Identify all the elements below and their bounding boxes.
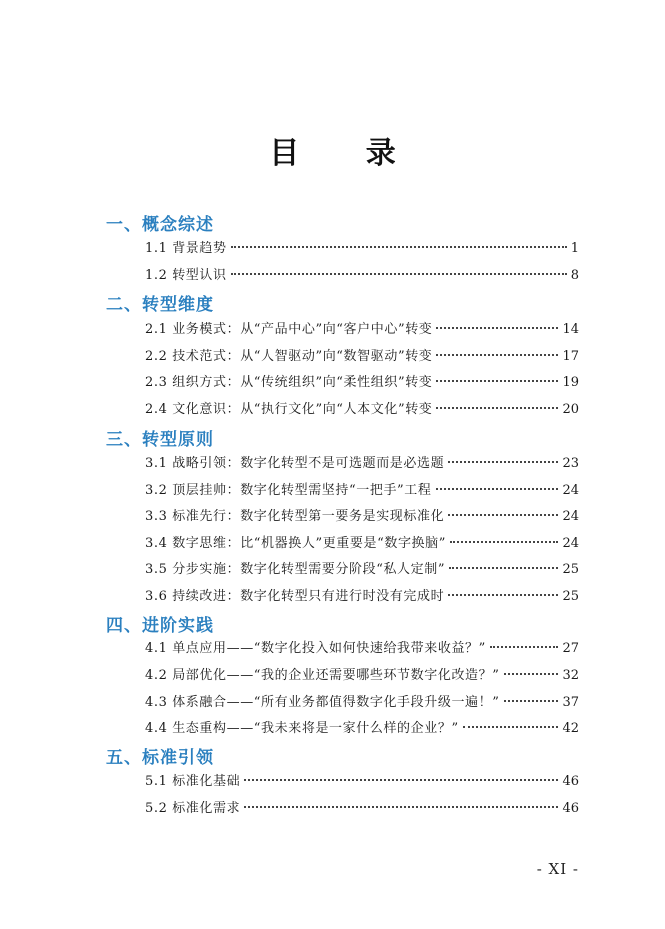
- toc-entry-page: 24: [562, 483, 579, 498]
- dot-leader: [231, 273, 567, 275]
- dot-leader: [436, 327, 558, 329]
- page-title: 目 录: [269, 136, 424, 171]
- toc-entry-label: 3.4 数字思维：比“机器换人”更重要是“数字换脑”: [145, 536, 446, 551]
- toc-entry-page: 42: [562, 721, 579, 736]
- toc-entry[interactable]: [145, 585, 579, 604]
- toc-entry-page: 37: [562, 695, 579, 710]
- toc-entry-label: 3.2 顶层挂帅：数字化转型需坚持“一把手”工程: [145, 483, 432, 498]
- toc-entry[interactable]: [145, 345, 579, 364]
- toc-entry-label: 5.2 标准化需求: [145, 801, 241, 816]
- toc-entry-label: 3.6 持续改进：数字化转型只有进行时没有完成时: [145, 589, 445, 604]
- dot-leader: [504, 700, 559, 702]
- section-heading-2: 二、转型维度: [106, 295, 214, 315]
- dot-leader: [436, 380, 558, 382]
- toc-entry-label: 1.2 转型认识: [145, 268, 227, 283]
- section-heading-3: 三、转型原则: [106, 430, 214, 450]
- toc-entry-page: 17: [562, 349, 579, 364]
- dot-leader: [448, 594, 558, 596]
- toc-entry[interactable]: [145, 452, 579, 471]
- toc-entry[interactable]: [145, 264, 579, 283]
- dot-leader: [463, 726, 559, 728]
- toc-entry-label: 3.5 分步实施：数字化转型需要分阶段“私人定制”: [145, 562, 446, 577]
- page-number: - XI -: [536, 860, 579, 878]
- toc-entry[interactable]: [145, 318, 579, 337]
- toc-entry-page: 24: [562, 509, 579, 524]
- toc-entry[interactable]: [145, 797, 579, 816]
- dot-leader: [490, 646, 559, 648]
- dot-leader: [450, 541, 558, 543]
- toc-entry-page: 46: [562, 801, 579, 816]
- toc-entry[interactable]: [145, 691, 579, 710]
- toc-entry-label: 2.2 技术范式：从“人智驱动”向“数智驱动”转变: [145, 349, 433, 364]
- toc-entry[interactable]: [145, 770, 579, 789]
- toc-entry-page: 32: [562, 668, 579, 683]
- toc-entry[interactable]: [145, 717, 579, 736]
- toc-entry-page: 46: [562, 774, 579, 789]
- toc-entry-label: 2.1 业务模式：从“产品中心”向“客户中心”转变: [145, 322, 433, 337]
- toc-entry[interactable]: [145, 237, 579, 256]
- toc-entry-page: 23: [562, 456, 579, 471]
- toc-entry-label: 4.4 生态重构——“我未来将是一家什么样的企业？”: [145, 721, 459, 736]
- section-heading-4: 四、进阶实践: [106, 616, 214, 636]
- dot-leader: [436, 354, 558, 356]
- toc-entry-label: 2.3 组织方式：从“传统组织”向“柔性组织”转变: [145, 375, 433, 390]
- toc-entry-page: 8: [570, 268, 579, 283]
- toc-entry[interactable]: [145, 664, 579, 683]
- section-heading-1: 一、概念综述: [106, 215, 214, 235]
- dot-leader: [449, 567, 558, 569]
- dot-leader: [244, 806, 558, 808]
- dot-leader: [448, 514, 558, 516]
- toc-entry-page: 24: [562, 536, 579, 551]
- dot-leader: [244, 779, 558, 781]
- toc-entry-label: 3.3 标准先行：数字化转型第一要务是实现标准化: [145, 509, 445, 524]
- toc-entry-page: 27: [562, 641, 579, 656]
- toc-entry-label: 4.3 体系融合——“所有业务都值得数字化手段升级一遍！”: [145, 695, 500, 710]
- dot-leader: [448, 461, 558, 463]
- toc-entry-label: 2.4 文化意识：从“执行文化”向“人本文化”转变: [145, 402, 433, 417]
- section-heading-5: 五、标准引领: [106, 748, 214, 768]
- toc-entry-label: 1.1 背景趋势: [145, 241, 227, 256]
- toc-entry-page: 25: [562, 589, 579, 604]
- toc-entry[interactable]: [145, 398, 579, 417]
- toc-entry-label: 4.1 单点应用——“数字化投入如何快速给我带来收益？”: [145, 641, 486, 656]
- toc-entry-label: 3.1 战略引领：数字化转型不是可选题而是必选题: [145, 456, 445, 471]
- toc-entry-page: 25: [562, 562, 579, 577]
- dot-leader: [436, 488, 559, 490]
- toc-entry-label: 5.1 标准化基础: [145, 774, 241, 789]
- toc-entry-page: 19: [562, 375, 579, 390]
- toc-entry-page: 14: [562, 322, 579, 337]
- toc-entry-label: 4.2 局部优化——“我的企业还需要哪些环节数字化改造？”: [145, 668, 500, 683]
- dot-leader: [436, 407, 558, 409]
- toc-entry[interactable]: [145, 532, 579, 551]
- toc-entry-page: 20: [562, 402, 579, 417]
- toc-entry[interactable]: [145, 371, 579, 390]
- toc-entry[interactable]: [145, 637, 579, 656]
- toc-entry[interactable]: [145, 479, 579, 498]
- toc-entry-page: 1: [570, 241, 579, 256]
- toc-entry[interactable]: [145, 505, 579, 524]
- toc-entry[interactable]: [145, 558, 579, 577]
- dot-leader: [504, 673, 559, 675]
- dot-leader: [231, 246, 567, 248]
